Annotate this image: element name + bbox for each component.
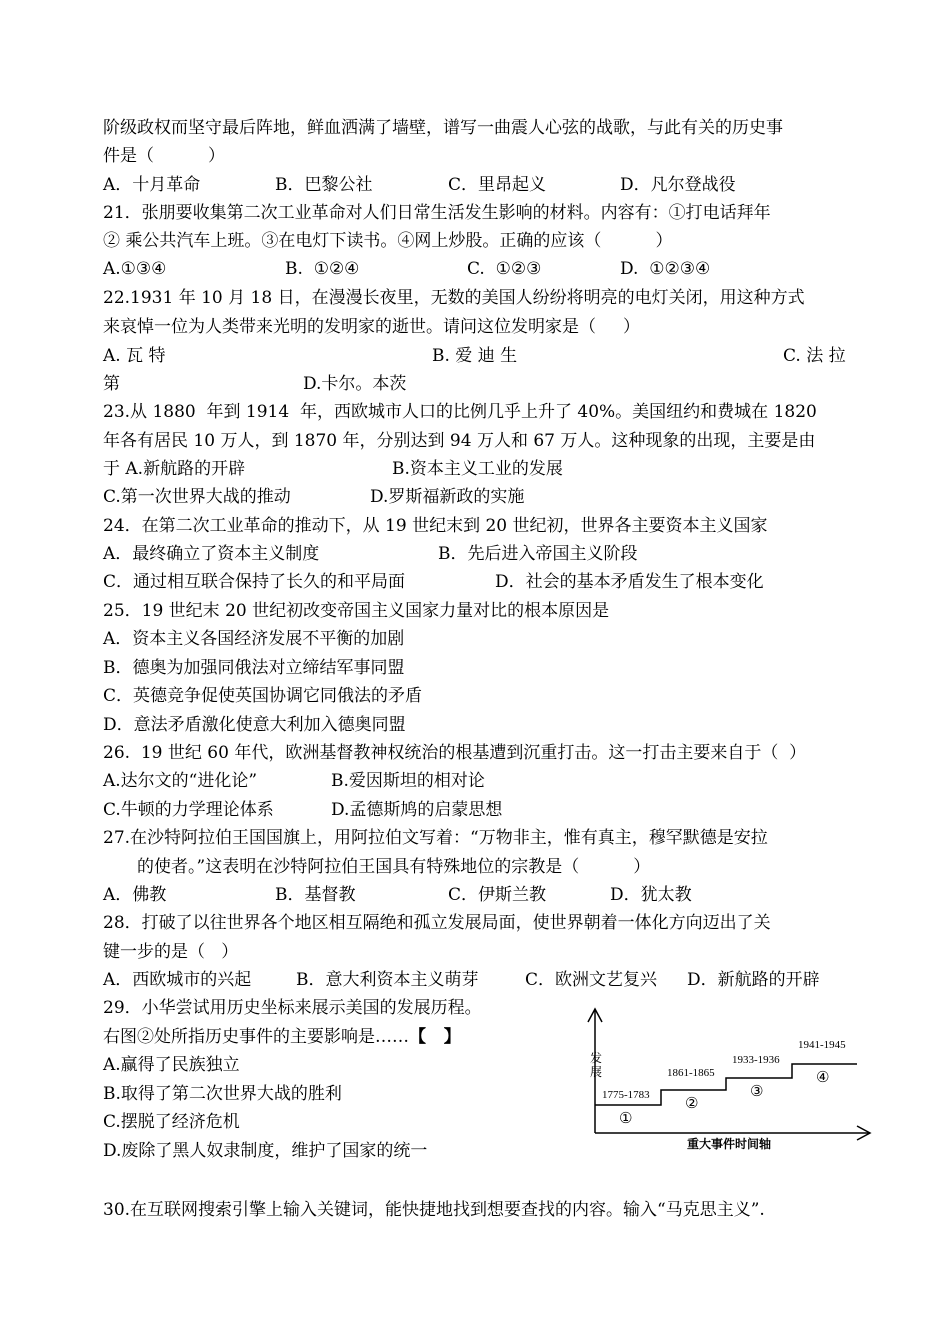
q22-stem-line2: 来哀悼一位为人类带来光明的发明家的逝世。请问这位发明家是（ ） [103,317,641,337]
q28-option-c: C．欧洲文艺复兴 [525,970,658,990]
q30-stem: 30.在互联网搜索引擎上输入关键词，能快捷地找到想要查找的内容。输入“马克思主义”. [103,1200,765,1220]
q27-option-d: D．犹太教 [610,885,692,905]
q26-option-a: A.达尔文的“进化论” [103,771,258,791]
timeline-svg [585,1005,875,1165]
q29-answer-bracket: 【 】 [409,1027,461,1047]
step-3-marker: ③ [750,1082,764,1100]
q24-option-a: A．最终确立了资本主义制度 [103,544,320,564]
step-3-period: 1933-1936 [732,1054,780,1066]
q28-stem-line2: 键一步的是（ ） [103,942,239,962]
step-1-period: 1775-1783 [602,1089,650,1101]
step-4-marker: ④ [816,1068,830,1086]
q26-option-d: D.孟德斯鸠的启蒙思想 [331,800,503,820]
q22-option-b: B. 爱 迪 生 [432,346,518,366]
q20-option-c: C．里昂起义 [448,175,547,195]
step-2-period: 1861-1865 [667,1067,715,1079]
step-1-marker: ① [619,1109,633,1127]
q22-option-c-cont: 第 [103,374,120,394]
q24-stem: 24．在第二次工业革命的推动下，从 19 世纪末到 20 世纪初，世界各主要资本主义国家 [103,516,768,536]
q21-stem-line1: 21．张朋要收集第二次工业革命对人们日常生活发生影响的材料。内容有：①打电话拜年 [103,203,771,223]
q27-option-b: B．基督教 [275,885,356,905]
q28-option-b: B．意大利资本主义萌芽 [296,970,479,990]
q28-option-a: A．西欧城市的兴起 [103,970,252,990]
q29-option-b: B.取得了第二次世界大战的胜利 [103,1084,342,1104]
q28-option-d: D．新航路的开辟 [687,970,820,990]
q21-option-d: D. ①②③④ [620,259,711,279]
q29-option-c: C.摆脱了经济危机 [103,1112,240,1132]
y-axis-label-1: 发 [590,1051,603,1065]
y-axis-label-2: 展 [590,1065,603,1079]
x-axis-label: 重大事件时间轴 [687,1137,772,1151]
q22-option-a: A. 瓦 特 [103,346,166,366]
q27-stem-line2: 的使者。”这表明在沙特阿拉伯王国具有特殊地位的宗教是（ ） [137,857,651,877]
q27-option-c: C．伊斯兰教 [448,885,547,905]
q29-stem-line2 [103,1026,461,1048]
q25-option-c: C．英德竞争促使英国协调它同俄法的矛盾 [103,686,423,706]
q22-option-d: D.卡尔。本茨 [303,374,407,394]
q21-option-c: C. ①②③ [467,259,542,279]
q27-option-a: A．佛教 [103,885,167,905]
q26-stem: 26. 19 世纪 60 年代，欧洲基督教神权统治的根基遭到沉重打击。这一打击主要来自于（ ） [103,743,807,763]
q27-stem-line1: 27.在沙特阿拉伯王国国旗上，用阿拉伯文写着：“万物非主，惟有真主，穆罕默德是安拉 [103,828,768,848]
q22-option-c: C. 法 拉 [783,346,846,366]
q23-stem-line3: 于 A.新航路的开辟 [103,459,246,479]
q21-stem-line2: ② 乘公共汽车上班。③在电灯下读书。④网上炒股。正确的应该（ ） [103,231,673,251]
q24-option-b: B．先后进入帝国主义阶段 [438,544,638,564]
q24-option-d: D．社会的基本矛盾发生了根本变化 [495,572,764,592]
q29-stem-text: 右图②处所指历史事件的主要影响是…… [103,1027,409,1047]
q21-option-b: B. ①②④ [285,259,360,279]
q23-option-b: B.资本主义工业的发展 [392,459,563,479]
q24-option-c: C．通过相互联合保持了长久的和平局面 [103,572,406,592]
q20-option-d: D．凡尔登战役 [620,175,736,195]
q23-stem-line1: 23.从 1880 年到 1914 年，西欧城市人口的比例几乎上升了 40%。美国纽约和费城在 1820 [103,402,817,422]
step-2-marker: ② [685,1094,699,1112]
q23-option-c: C.第一次世界大战的推动 [103,487,291,507]
q26-option-b: B.爱因斯坦的相对论 [331,771,485,791]
us-history-timeline-chart [585,1005,875,1165]
q20-option-a: A．十月革命 [103,175,201,195]
q23-option-d: D.罗斯福新政的实施 [370,487,525,507]
q29-stem-line1: 29．小华尝试用历史坐标来展示美国的发展历程。 [103,998,482,1018]
q25-option-b: B．德奥为加强同俄法对立缔结军事同盟 [103,658,405,678]
q25-option-d: D．意法矛盾激化使意大利加入德奥同盟 [103,715,406,735]
q25-stem: 25．19 世纪末 20 世纪初改变帝国主义国家力量对比的根本原因是 [103,601,610,621]
q20-stem-line1: 阶级政权而坚守最后阵地，鲜血洒满了墙壁，谱写一曲震人心弦的战歌，与此有关的历史事 [103,118,783,138]
q29-option-a: A.赢得了民族独立 [103,1055,240,1075]
q20-stem-line2: 件是（ ） [103,146,226,166]
q28-stem-line1: 28．打破了以往世界各个地区相互隔绝和孤立发展局面，使世界朝着一体化方向迈出了关 [103,913,771,933]
q23-stem-line2: 年各有居民 10 万人，到 1870 年，分别达到 94 万人和 67 万人。这种现象的出现，主要是由 [103,431,816,451]
q26-option-c: C.牛顿的力学理论体系 [103,800,274,820]
q20-option-b: B．巴黎公社 [275,175,373,195]
q29-option-d: D.废除了黑人奴隶制度，维护了国家的统一 [103,1141,428,1161]
q22-stem-line1: 22.1931 年 10 月 18 日，在漫漫长夜里，无数的美国人纷纷将明亮的电灯关闭，用这种方式 [103,288,805,308]
q25-option-a: A．资本主义各国经济发展不平衡的加剧 [103,629,405,649]
step-4-period: 1941-1945 [798,1039,846,1051]
q21-option-a: A.①③④ [103,259,167,279]
